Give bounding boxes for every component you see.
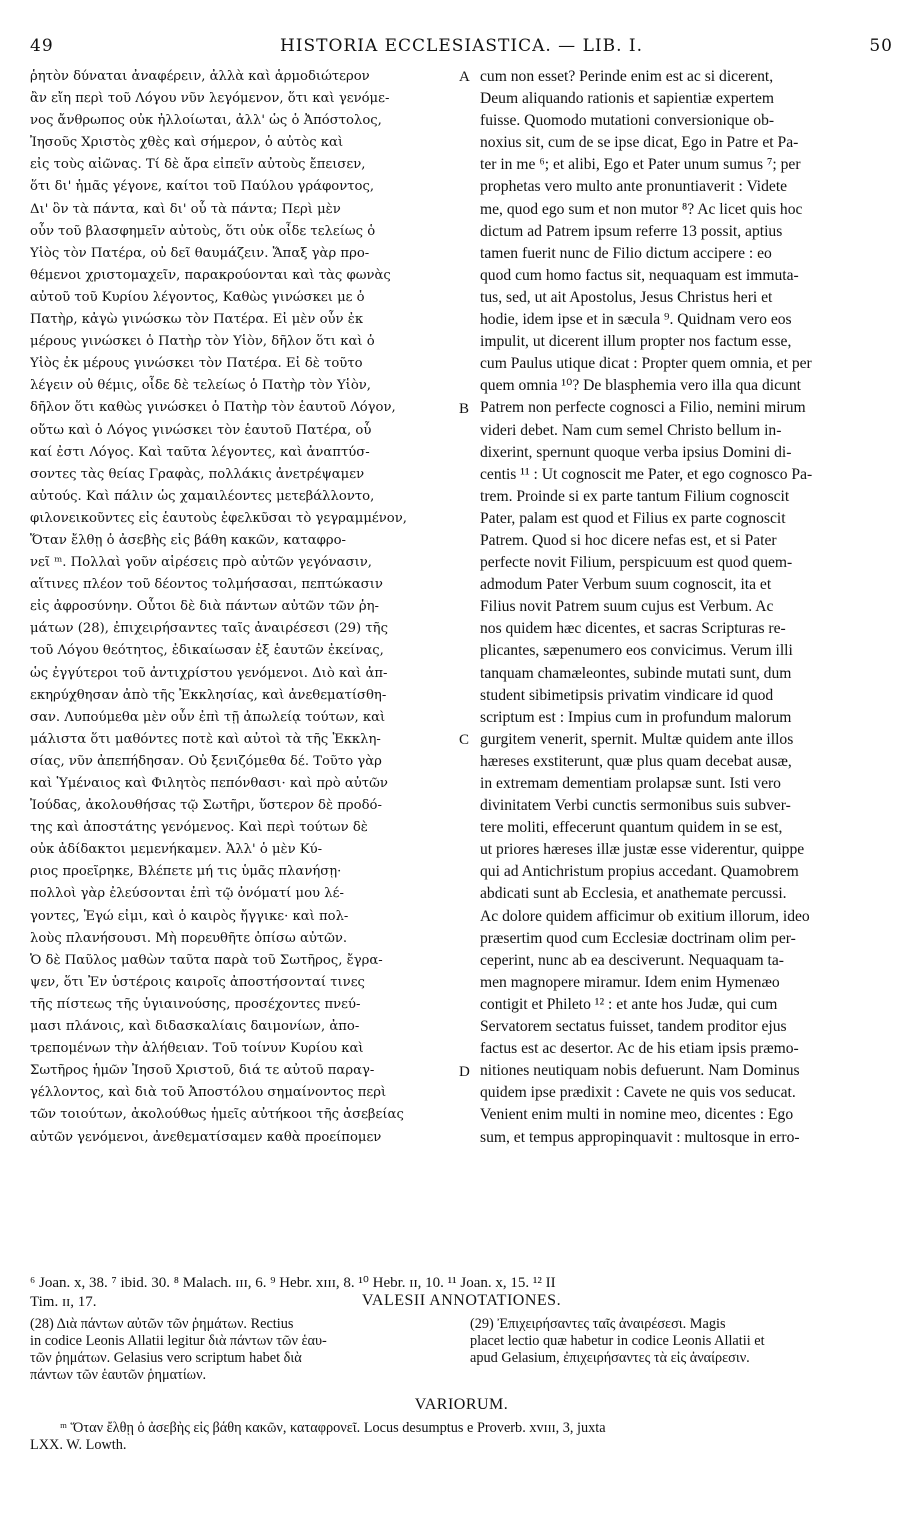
latin-text-line: Pater, palam est quod et Filius ex parte cognoscit [480, 509, 786, 527]
latin-text-line: Servatorem sectatus fuisset, tandem proditor ejus [480, 1018, 787, 1036]
greek-text-line: ῥητὸν δύναται ἀναφέρειν, ἀλλὰ καὶ ἁρμοδιώτερον [30, 69, 370, 84]
greek-text-line: Ὁ δὲ Παῦλος μαθὼν ταῦτα παρὰ τοῦ Σωτῆρος, ἔγρα- [30, 952, 383, 968]
greek-text-line: Πατὴρ, κἀγὼ γινώσκω τὸν Πατέρα. Εἰ μὲν οὖν ἐκ [30, 312, 364, 328]
footnote-line: ⁶ Joan. x, 38. ⁷ ibid. 30. ⁸ Malach. ɪɪɪ, 6. ⁹ Hebr. xɪɪɪ, 8. ¹⁰ Hebr. ɪɪ, 10. ¹¹ Joan. x, 15. ¹² II [30, 1275, 556, 1291]
latin-text-line: Patrem. Quod si hoc dicere nefas est, et si Pater [480, 531, 777, 549]
latin-text-line: videri debet. Nam cum semel Christo bellum in- [480, 421, 782, 439]
greek-text-line: Ὅταν ἔλθῃ ὁ ἀσεβὴς εἰς βάθη κακῶν, καταφρο- [30, 532, 346, 548]
latin-text-line: perfecte novit Filium, perspicuum est quod quem- [480, 554, 793, 572]
latin-text-line: quod cum homo factus sit, nequaquam est immuta- [480, 266, 799, 284]
latin-text-line: gurgitem venerit, spernit. Multæ quidem ante illos [480, 730, 794, 748]
latin-text-line: qui ad Antichristum propius accedant. Quamobrem [480, 863, 799, 881]
greek-text-line: σαν. Λυπούμεθα μὲν οὖν ἐπὶ τῇ ἀπωλείᾳ τούτων, καὶ [30, 709, 386, 725]
greek-text-line: μέρους γινώσκει ὁ Πατὴρ τὸν Υἱὸν, δῆλον ὅτι καὶ ὁ [30, 334, 375, 350]
latin-text-line: plicantes, sæpenumero eos convicimus. Verum illi [480, 642, 793, 660]
latin-text-line: quidem ipse prædixit : Cavete ne quis vos seducat. [480, 1084, 796, 1102]
latin-text-line: cum non esset? Perinde enim est ac si dicerent, [480, 68, 774, 85]
greek-text-line: ψεν, ὅτι Ἐν ὑστέροις καιροῖς ἀποστήσονταί τινες [30, 974, 365, 990]
latin-text-line: scriptum est : Impius cum in profundum malorum [480, 708, 792, 726]
footnote-line: Tim. ɪɪ, 17. [30, 1294, 97, 1310]
greek-text-line: σοντες τὰς θείας Γραφὰς, πολλάκις ἀνετρέψαμεν [30, 466, 365, 482]
latin-text-line: prophetas vero multo ante pronuntiaverit : Videte [480, 178, 788, 196]
latin-text-line: trem. Proinde si ex parte tantum Filium cognoscit [480, 487, 790, 505]
variorum-note [30, 1420, 893, 1454]
margin-marker: A [459, 69, 470, 85]
greek-text-line: φιλονεικοῦντες εἰς ἑαυτοὺς ἑφελκῦσαι τὸ γεγραμμένον, [30, 510, 407, 526]
running-header [30, 36, 893, 58]
latin-text-line: Deum aliquando rationis et sapientiæ expertem [480, 90, 775, 108]
greek-text-line: οὕτω καὶ ὁ Λόγος γινώσκει τὸν ἑαυτοῦ Πατέρα, οὗ [30, 422, 372, 438]
greek-text-line: μάτων (28), ἐπιχειρήσαντες ταῖς ἀναιρέσεσι (29) τῆς [30, 621, 388, 637]
latin-text-line: divinitatem Verbi cunctis sermonibus suis subver- [480, 797, 791, 815]
greek-text-line: λέγειν οὐ θέμις, οἶδε δὲ τελείως ὁ Πατὴρ τὸν Υἱὸν, [30, 378, 371, 394]
latin-text-line: ut priores hæreses illæ justæ esse viderentur, quippe [480, 841, 805, 859]
greek-text-line: νεῖ ᵐ. Πολλαὶ γοῦν αἱρέσεις πρὸ αὐτῶν γεγόνασιν, [30, 555, 372, 571]
latin-text-line: nitiones neutiquam nobis defuerunt. Nam Dominus [480, 1062, 800, 1080]
greek-text-line: αὐτῶν γενόμενοι, ἀνεθεματίσαμεν καθὰ προείπομεν [30, 1129, 382, 1145]
greek-text-line: ὡς ἐγγύτεροι τοῦ ἀντιχρίστου γενόμενοι. Διὸ καὶ ἀπ- [30, 665, 388, 681]
annotation-line: in codice Leonis Allatii legitur διὰ πάντων τῶν ἑαυ- [30, 1333, 327, 1349]
latin-text-line: fuisse. Quomodo mutationi conversionique ob- [480, 112, 775, 130]
greek-text-line: οὐκ ἀδίδακτοι μεμενήκαμεν. Ἀλλ' ὁ μὲν Κύ- [30, 842, 323, 858]
latin-text-line: nos quidem hæc dicentes, et sacras Scripturas re- [480, 620, 786, 638]
valesii-note-28 [30, 1316, 450, 1384]
greek-column [30, 66, 460, 1149]
greek-text-line: πολλοὶ γὰρ ἐλεύσονται ἐπὶ τῷ ὀνόματί μου λέ- [30, 886, 344, 902]
margin-marker: D [459, 1063, 470, 1080]
latin-text-line: cum Paulus utique dicat : Propter quem omnia, et per [480, 355, 812, 373]
greek-text-line: λοὺς πλανήσουσι. Μὴ πορευθῆτε ὀπίσω αὐτῶν. [30, 930, 348, 946]
latin-text-line: centis ¹¹ : Ut cognoscit me Pater, et ego cognosco Pa- [480, 465, 813, 483]
annotation-line: placet lectio quæ habetur in codice Leonis Allatii et [470, 1333, 765, 1349]
running-title: HISTORIA ECCLESIASTICA. — LIB. I. [279, 36, 644, 56]
latin-text-line: admodum Pater Verbum suum cognoscit, ita et [480, 576, 772, 594]
greek-text-line: θέμενοι χριστομαχεῖν, παρακρούονται καὶ τὰς φωνὰς [30, 267, 391, 283]
latin-text-line: noxius sit, cum de se ipse dicat, Ego in Patre et Pa- [480, 134, 799, 152]
margin-marker: B [459, 400, 470, 417]
greek-text-line: καὶ Ὑμέναιος καὶ Φιλητὸς πεπόνθασι· καὶ πρὸ αὐτῶν [30, 776, 388, 791]
annotation-line: (28) Διὰ πάντων αὐτῶν τῶν ῥημάτων. Rectius [30, 1316, 294, 1332]
greek-text-line: Υἱὸς τὸν Πατέρα, οὐ δεῖ θαυμάζειν. Ἅπαξ γὰρ προ- [30, 245, 370, 261]
latin-text-line: tanquam chamæleontes, subinde mutati sunt, dum [480, 664, 792, 682]
latin-text-line: me, quod ego sum et non mutor ⁸? Ac licet quis hoc [480, 200, 803, 218]
latin-text-line: tamen fuerit nunc de Filio dictum accipere : eo [480, 244, 772, 262]
greek-text-line: τῶν τοιούτων, ἀκολούθως ἡμεῖς αὐτήκοοι τῆς ἀσεβείας [30, 1107, 404, 1123]
latin-text-line: Filius novit Patrem suum cujus est Verbum. Ac [480, 598, 774, 616]
greek-text-line: Ἰούδας, ἀκολουθήσας τῷ Σωτῆρι, ὕστερον δὲ προδό- [30, 798, 382, 814]
greek-text-line: τρεπομένων τὴν ἀλήθειαν. Τοῦ τοίνυν Κυρίου καὶ [30, 1041, 364, 1057]
latin-text-line: impulit, ut dicerent illum propter nos factum esse, [480, 333, 792, 351]
greek-text-line: εἰς ἀφροσύνην. Οὗτοι δὲ διὰ πάντων αὐτῶν τῶν ῥη- [30, 599, 379, 615]
greek-text-line: γοντες, Ἐγώ εἰμι, καὶ ὁ καιρὸς ἤγγικε· καὶ πολ- [30, 908, 349, 924]
greek-text-line: αἵτινες πλέον τοῦ δέοντος τολμήσασαι, πεπτώκασιν [30, 577, 383, 593]
latin-text-line: tere moliti, effecerunt quantum quidem in se est, [480, 819, 783, 837]
valesii-heading: VALESII ANNOTATIONES. [361, 1292, 562, 1309]
latin-text-line: præsertim quod cum Ecclesiæ doctrinam olim per- [480, 929, 796, 947]
latin-text-line: ter in me ⁶; et alibi, Ego et Pater unum sumus ⁷; per [480, 156, 801, 174]
greek-text-line: δῆλον ὅτι καθὼς γινώσκει ὁ Πατὴρ τὸν ἑαυτοῦ Λόγον, [30, 400, 396, 416]
latin-text-line: abdicati sunt ab Ecclesia, et anathemate percussi. [480, 885, 787, 903]
latin-text-line: factus est ac desertor. Ac de his etiam ipsis præmo- [480, 1040, 799, 1058]
latin-column [480, 66, 893, 1149]
latin-text-line: Venient enim multi in nomine meo, dicentes : Ego [480, 1106, 794, 1124]
latin-text-line: hodie, idem ipse et in sæcula ⁹. Quidnam vero eos [480, 311, 792, 329]
annotation-line: (29) Ἐπιχειρήσαντες ταῖς ἀναιρέσεσι. Magis [470, 1316, 726, 1332]
greek-text-line: αὐτούς. Καὶ πάλιν ὡς χαμαιλέοντες μετεβάλλοντο, [30, 488, 375, 504]
greek-text-line: ἂν εἴη περὶ τοῦ Λόγου νῦν λεγόμενον, ὅτι καὶ γενόμε- [30, 91, 390, 107]
latin-text-line: in extremam dementiam prolapsæ sunt. Isti vero [480, 775, 781, 792]
greek-text-line: τῆς πίστεως τῆς ὑγιαινούσης, προσέχοντες πνεύ- [30, 996, 361, 1012]
greek-text-line: νος ἄνθρωπος οὐκ ἠλλοίωται, ἀλλ' ὡς ὁ Ἀπόστολος, [30, 113, 382, 129]
variorum-line: ᵐ Ὅταν ἔλθῃ ὁ ἀσεβὴς εἰς βάθη κακῶν, καταφρονεῖ. Locus desumptus e Proverb. xvɪɪɪ, 3, juxta [60, 1420, 606, 1436]
greek-text-line: σίας, νῦν ἀπεπήδησαν. Οὐ ξενιζόμεθα δέ. Τοῦτο γὰρ [30, 753, 382, 769]
latin-text-line: tus, sed, ut ait Apostolus, Jesus Christus heri et [480, 288, 773, 306]
greek-text-line: της καὶ ἀποστάτης γενόμενος. Καὶ περὶ τούτων δὲ [30, 820, 368, 836]
latin-text-line: dixerint, spernunt quoque verba ipsius Domini di- [480, 443, 792, 461]
greek-text-line: εἰς τοὺς αἰῶνας. Τί δὲ ἄρα εἰπεῖν αὐτοὺς ἔπεισεν, [30, 157, 366, 173]
annotation-line: πάντων τῶν ἑαυτῶν ῥηματίων. [30, 1367, 207, 1383]
latin-text-line: sum, et tempus appropinquavit : multosque in erro- [480, 1128, 800, 1146]
latin-text-line: Patrem non perfecte cognosci a Filio, nemini mirum [480, 399, 806, 417]
variorum-line: LXX. W. Lowth. [30, 1437, 127, 1453]
latin-text-line: contigit et Phileto ¹² : et ante hos Judæ, qui cum [480, 995, 778, 1013]
greek-text-line: Δι' ὃν τὰ πάντα, καὶ δι' οὗ τὰ πάντα; Περὶ μὲν [30, 201, 341, 217]
latin-text-line: ceperint, nunc ab ea desciverunt. Nequaquam ta- [480, 951, 784, 969]
greek-text-line: ὅτι δι' ἡμᾶς γέγονε, καίτοι τοῦ Παύλου γράφοντος, [30, 179, 375, 195]
latin-text-line: men magnopere miramur. Idem enim Hymenæo [480, 973, 780, 991]
latin-text-line: Ac dolore quidem afficimur ob exitium illorum, ideo [480, 907, 810, 925]
greek-text-line: εκηρύχθησαν ἀπὸ τῆς Ἐκκλησίας, καὶ ἀνεθεματίσθη- [30, 687, 387, 703]
valesii-note-29 [470, 1316, 893, 1367]
greek-text-line: Ἰησοῦς Χριστὸς χθὲς καὶ σήμερον, ὁ αὐτὸς καὶ [30, 135, 344, 151]
greek-text-line: Σωτῆρος ἡμῶν Ἰησοῦ Χριστοῦ, διά τε αὐτοῦ παραγ- [30, 1063, 375, 1079]
annotation-line: τῶν ῥημάτων. Gelasius vero scriptum habet διὰ [30, 1350, 302, 1366]
greek-text-line: Υἱὸς ἐκ μέρους γινώσκει τὸν Πατέρα. Εἰ δὲ τοῦτο [30, 356, 363, 372]
greek-text-line: μάλιστα ὅτι μαθόντες ποτὲ καὶ αὐτοὶ τὰ τῆς Ἐκκλη- [30, 731, 381, 747]
annotation-line: apud Gelasium, ἐπιχειρήσαντες τὰ εἰς ἀναίρεσιν. [470, 1350, 750, 1366]
variorum-heading: VARIORUM. [414, 1396, 509, 1413]
latin-text-line: dictum ad Patrem ipsum referre 13 possit, aptius [480, 222, 783, 240]
latin-text-line: quem omnia ¹⁰? De blasphemia vero illa qua dicunt [480, 377, 801, 395]
margin-marker: C [459, 732, 470, 748]
greek-text-line: γέλλοντος, καὶ διὰ τοῦ Ἀποστόλου σημαίνοντος περὶ [30, 1085, 387, 1101]
page-number-right: 50 [869, 36, 893, 56]
greek-text-line: αὐτοῦ τοῦ Κυρίου λέγοντος, Καθὼς γινώσκει με ὁ [30, 289, 365, 305]
latin-text-line: hæreses exstiterunt, quæ plus quam decebat ausæ, [480, 752, 792, 770]
greek-text-line: οὖν τοῦ βλασφημεῖν αὐτοὺς, ὅτι οὐκ οἶδε τελείως ὁ [30, 223, 376, 239]
greek-text-line: τοῦ Λόγου θεότητος, ἐδικαίωσαν ἐξ ἑαυτῶν ἐκείνας, [30, 643, 384, 659]
greek-text-line: ριος προεῖρηκε, Βλέπετε μή τις ὑμᾶς πλανήσῃ· [30, 864, 342, 880]
latin-text-line: student sibimetipsis privatim vindicare id quod [480, 686, 774, 704]
greek-text-line: καί ἐστι Λόγος. Καὶ ταῦτα λέγοντες, καὶ ἀναπτύσ- [30, 444, 370, 460]
greek-text-line: μασι πλάνοις, καὶ διδασκαλίαις δαιμονίων, ἀπο- [30, 1019, 360, 1035]
page-number-left: 49 [30, 36, 54, 56]
